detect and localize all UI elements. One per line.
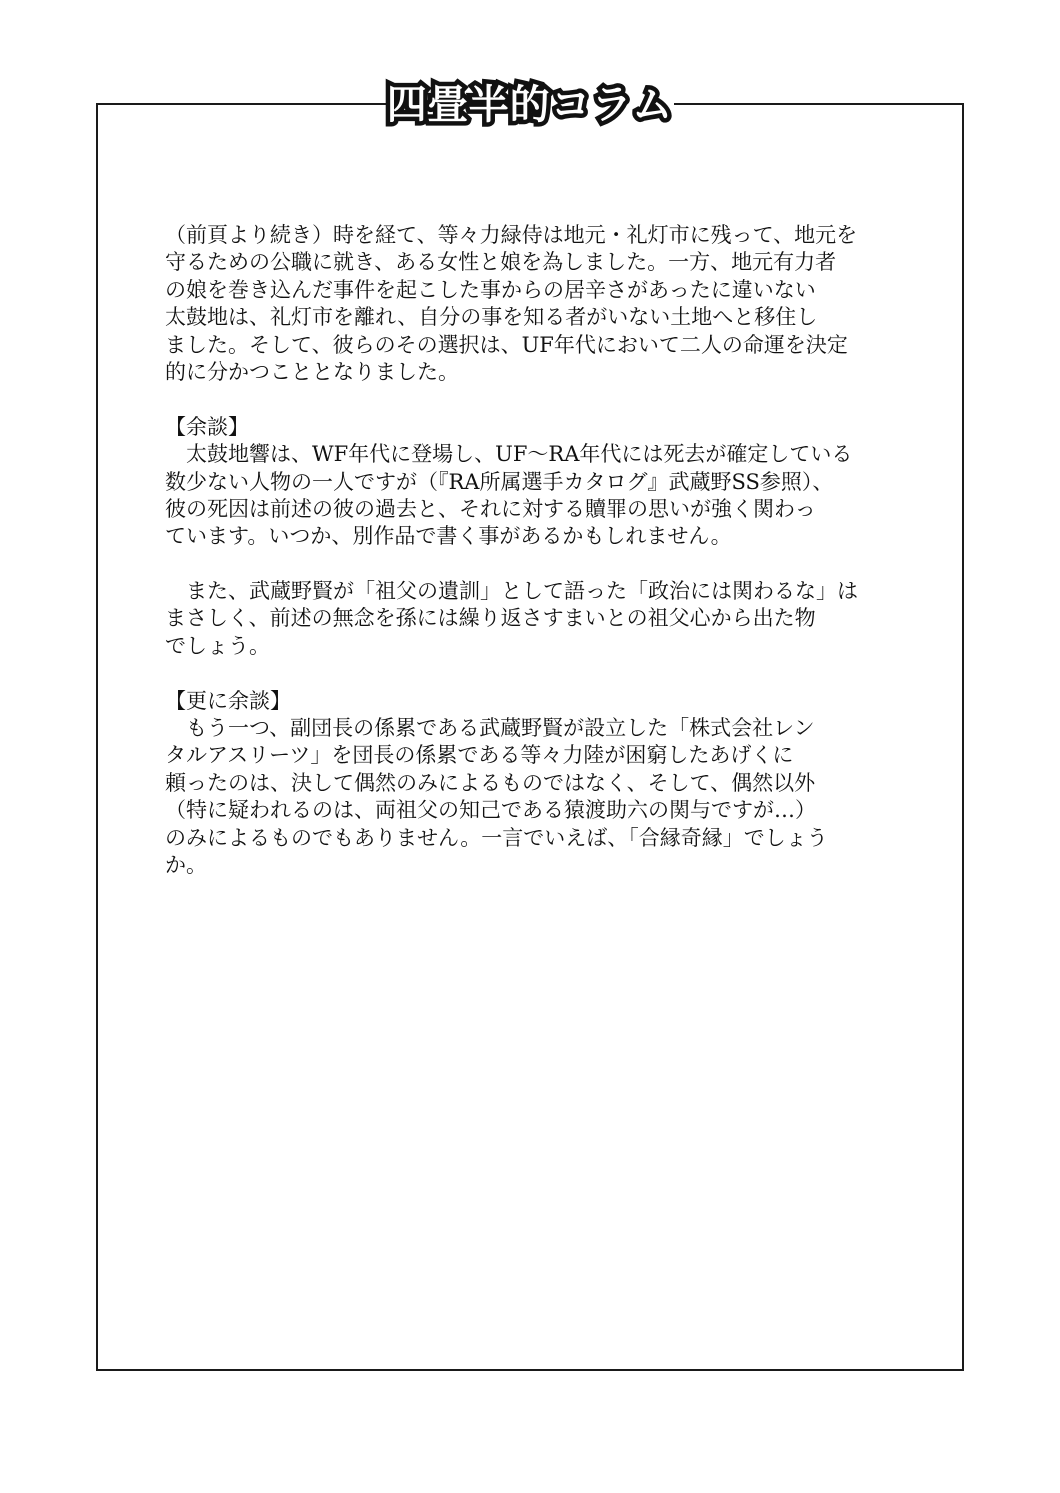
text-line: か。 [165, 852, 207, 877]
text-line: まさしく、前述の無念を孫には繰り返さすまいとの祖父心から出た物 [165, 606, 816, 631]
paragraph-spacer [165, 551, 905, 578]
text-line: のみによるものでもありません。一言でいえば、「合縁奇縁」でしょう [165, 825, 828, 850]
text-line: の娘を巻き込んだ事件を起こした事からの居辛さがあったに違いない [165, 277, 816, 302]
paragraph-spacer [165, 660, 905, 687]
text-line: 数少ない人物の一人ですが（『RA所属選手カタログ』武蔵野SS参照）、 [165, 469, 834, 494]
text-line: 守るための公職に就き、ある女性と娘を為しました。一方、地元有力者 [165, 250, 837, 275]
text-line: でしょう。 [165, 633, 270, 658]
text-line: 頼ったのは、決して偶然のみによるものではなく、そして、偶然以外 [165, 770, 816, 795]
paragraph-grandfather [165, 578, 905, 660]
paragraph-continuation [165, 222, 905, 386]
text-line: 彼の死因は前述の彼の過去と、それに対する贖罪の思いが強く関わっ [165, 496, 816, 521]
text-line: （前頁より続き）時を経て、等々力緑侍は地元・礼灯市に残って、地元を [165, 223, 858, 247]
section-heading: 【余談】 [165, 414, 249, 439]
text-line: 的に分かつこととなりました。 [165, 359, 459, 384]
text-line: タルアスリーツ」を団長の係累である等々力陸が困窮したあげくに [165, 743, 794, 768]
text-line: （特に疑われるのは、両祖父の知己である猿渡助六の関与ですが…） [165, 798, 816, 823]
column-body [165, 222, 905, 879]
section-heading: 【更に余談】 [165, 688, 291, 713]
text-line: もう一つ、副団長の係累である武蔵野賢が設立した「株式会社レン [165, 716, 815, 741]
text-line: 太鼓地響は、WF年代に登場し、UF～RA年代には死去が確定している [165, 442, 853, 467]
text-line: ています。いつか、別作品で書く事があるかもしれません。 [165, 524, 732, 549]
column-title: 四畳半的コラム [386, 82, 674, 128]
text-line: また、武蔵野賢が「祖父の遺訓」として語った「政治には関わるな」は [165, 579, 858, 604]
text-line: 太鼓地は、礼灯市を離れ、自分の事を知る者がいない土地へと移住し [165, 305, 818, 330]
paragraph-spacer [165, 386, 905, 413]
text-line: ました。そして、彼らのその選択は、UF年代において二人の命運を決定 [165, 332, 848, 357]
paragraph-aside [165, 414, 905, 551]
paragraph-further-aside [165, 688, 905, 880]
column-title-banner [386, 78, 674, 132]
